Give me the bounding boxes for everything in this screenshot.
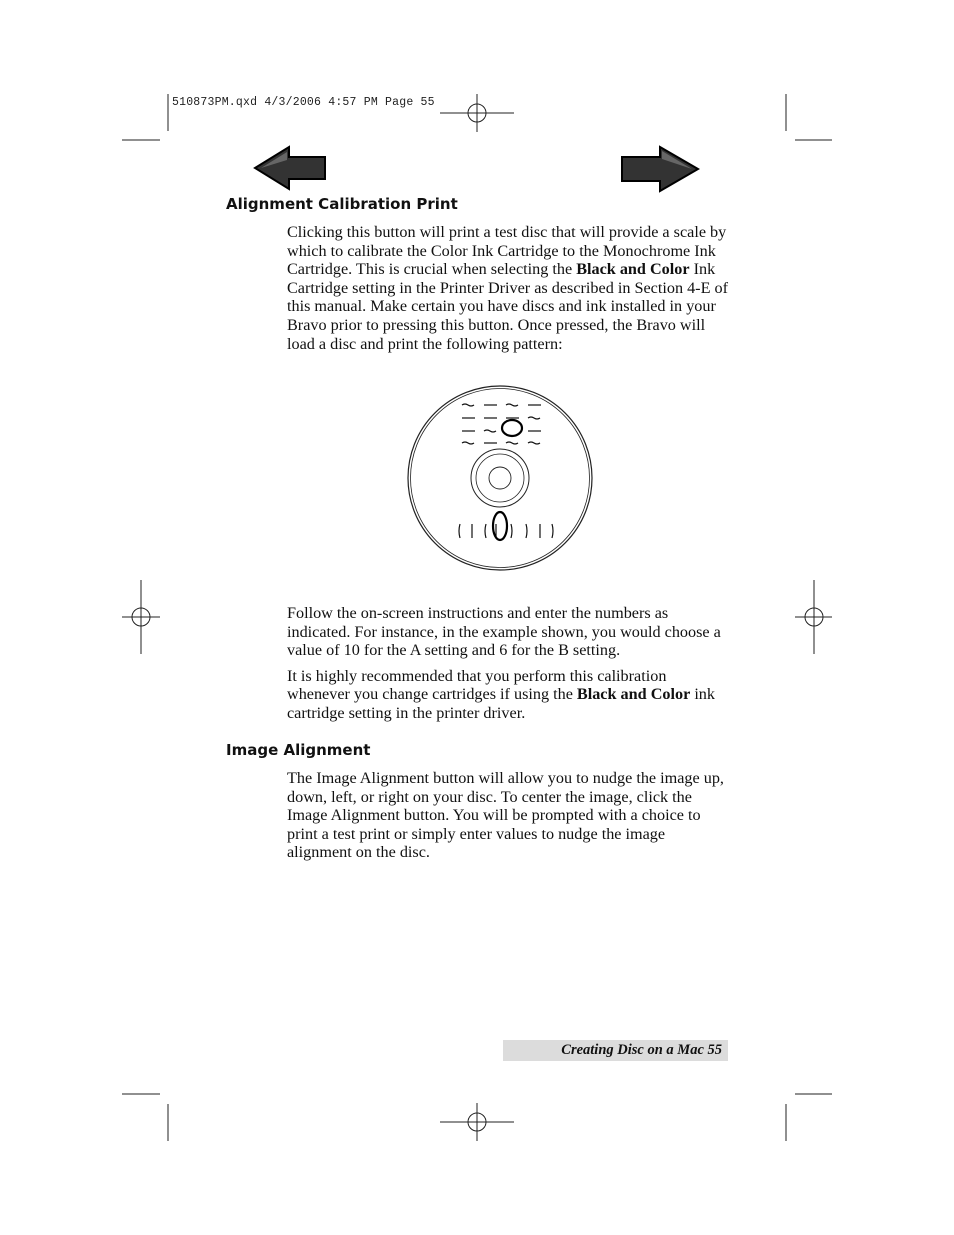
paragraph: Follow the on-screen instructions and enter the numbers as indicated. For instance, in the example shown, you would choose a value of 10 for the A setting and 6 for the B setting. [287, 604, 721, 660]
section-body [287, 769, 733, 862]
section-body-continued [287, 604, 733, 723]
section-heading: Alignment Calibration Print [226, 195, 458, 213]
section-heading: Image Alignment [226, 741, 371, 759]
paragraph: Clicking this button will print a test disc that will provide a scale by which to calibrate the Color Ink Cartridge to the Monochrome Ink Cartridge. This is crucial when selecting the Black and Color Ink Cartridge setting in the Printer Driver as described in Section 4-E of this manual. Make certain you have discs and ink installed in your Bravo prior to pressing this button. Once pressed, the Bravo will load a disc and print the following pattern: [287, 223, 728, 353]
section-body [287, 223, 733, 353]
paragraph: It is highly recommended that you perform this calibration whenever you change cartridges if using the Black and Color ink cartridge setting in the printer driver. [287, 666, 715, 722]
paragraph: The Image Alignment button will allow you to nudge the image up, down, left, or right on your disc. To center the image, click the Image Alignment button. You will be prompted with a choice to print a test print or simply enter values to nudge the image alignment on the disc. [287, 769, 724, 862]
footer-label: Creating Disc on a Mac 55 [561, 1042, 722, 1058]
page-footer [503, 1040, 728, 1061]
left-arrow-icon[interactable] [253, 145, 327, 191]
right-arrow-icon[interactable] [620, 145, 700, 193]
file-slug: 510873PM.qxd 4/3/2006 4:57 PM Page 55 [172, 96, 435, 109]
calibration-disc-illustration [404, 384, 596, 572]
